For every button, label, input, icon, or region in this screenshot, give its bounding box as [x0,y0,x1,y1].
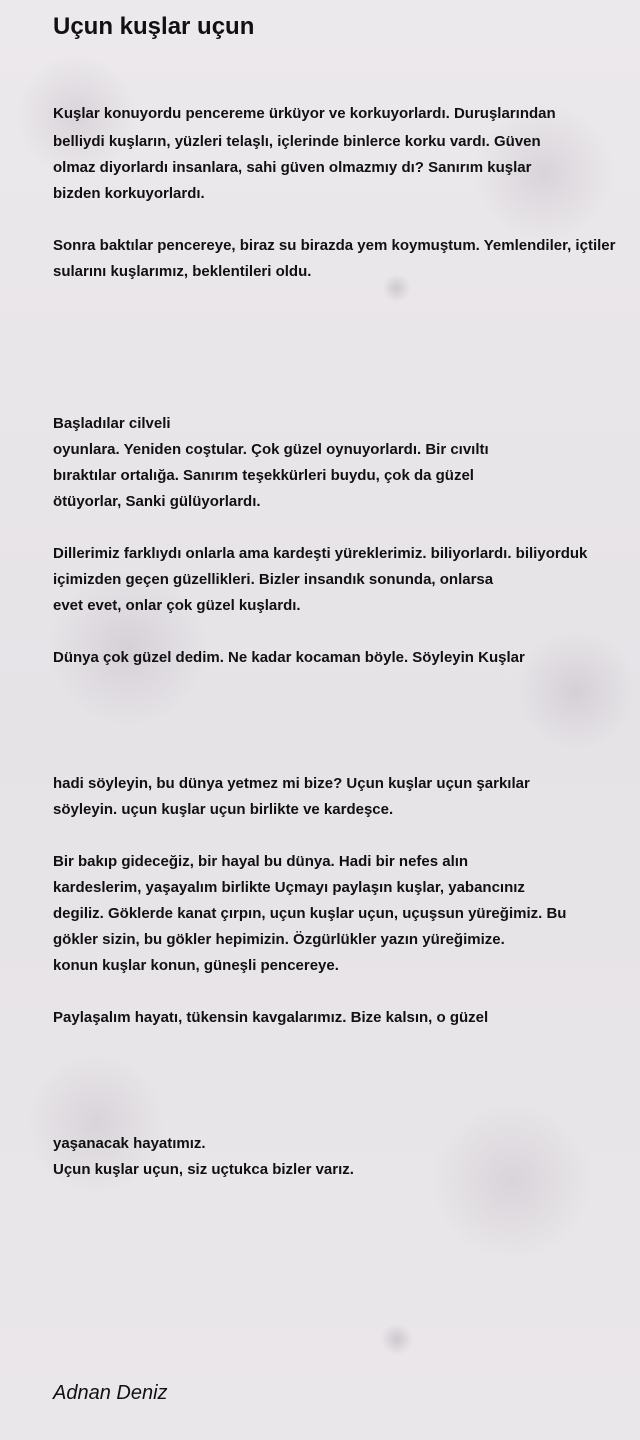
poem-line: Dünya çok güzel dedim. Ne kadar kocaman böyle. Söyleyin Kuşlar [53,649,525,666]
poem-title: Uçun kuşlar uçun [53,13,255,40]
poem-line: Başladılar cilveli [53,415,171,432]
poem-line: sularını kuşlarımız, beklentileri oldu. [53,263,312,280]
poem-line: konun kuşlar konun, güneşli pencereye. [53,957,339,974]
poem-line: ötüyorlar, Sanki gülüyorlardı. [53,493,261,510]
poem-line: Bir bakıp gideceğiz, bir hayal bu dünya. Hadi bir nefes alın [53,853,469,870]
poem-line: yaşanacak hayatımız. [53,1135,206,1152]
poem-line: Sonra baktılar pencereye, biraz su birazda yem koymuştum. Yemlendiler, içtiler [53,237,616,254]
poem-line: Kuşlar konuyordu pencereme ürküyor ve korkuyorlardı. Duruşlarından [53,105,556,122]
poem-line: Uçun kuşlar uçun, siz uçtukca bizler varız. [53,1161,354,1178]
poem-line: söyleyin. uçun kuşlar uçun birlikte ve kardeşce. [53,801,394,818]
poem-line: Dillerimiz farklıydı onlarla ama kardeşti yüreklerimiz. biliyorlardı. biliyorduk [53,545,588,562]
poem-author: Adnan Deniz [53,1382,168,1404]
poem-line: evet evet, onlar çok güzel kuşlardı. [53,597,301,614]
poem-line: bizden korkuyorlardı. [53,185,205,202]
poem-line: belliydi kuşların, yüzleri telaşlı, içlerinde binlerce korku vardı. Güven [53,133,541,150]
poem-line: Paylaşalım hayatı, tükensin kavgalarımız. Bize kalsın, o güzel [53,1009,489,1026]
poem-line: olmaz diyorlardı insanlara, sahi güven olmazmıy dı? Sanırım kuşlar [53,159,532,176]
poem-line: oyunlara. Yeniden coştular. Çok güzel oynuyorlardı. Bir cıvıltı [53,441,489,458]
poem-line: gökler sizin, bu gökler hepimizin. Özgürlükler yazın yüreğimize. [53,931,505,948]
poem-line: hadi söyleyin, bu dünya yetmez mi bize? Uçun kuşlar uçun şarkılar [53,775,530,792]
poem-line: degiliz. Göklerde kanat çırpın, uçun kuşlar uçun, uçuşsun yüreğimiz. Bu [53,905,567,922]
poem-line: kardeslerim, yaşayalım birlikte Uçmayı paylaşın kuşlar, yabancınız [53,879,525,896]
poem-line: içimizden geçen güzellikleri. Bizler insandık sonunda, onlarsa [53,571,494,588]
poem-line: bıraktılar ortalığa. Sanırım teşekkürleri buydu, çok da güzel [53,467,474,484]
